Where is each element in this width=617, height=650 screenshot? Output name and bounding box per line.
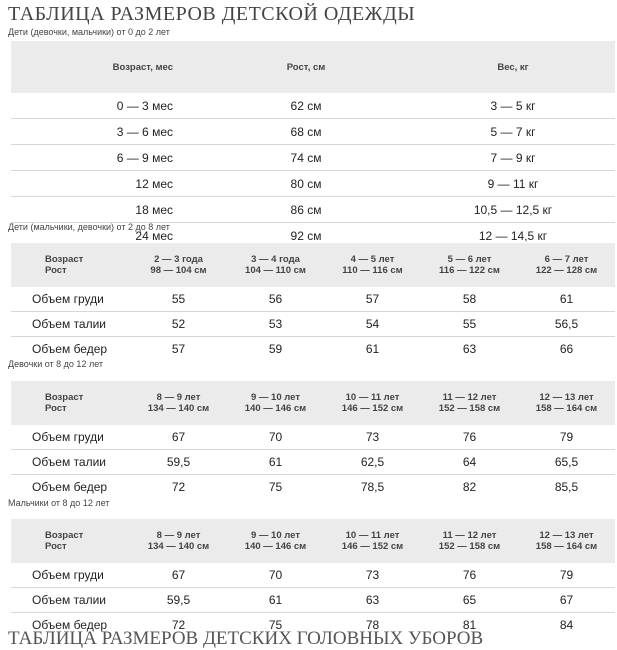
- column-header-age: Возраст, мес: [11, 41, 201, 93]
- cell: 66: [518, 337, 615, 362]
- size-table-2-8: [11, 243, 615, 361]
- cell: 74 см: [201, 145, 411, 171]
- cell: 75: [227, 613, 324, 638]
- row-label: Объем бедер: [11, 613, 130, 638]
- cell: 78: [324, 613, 421, 638]
- table-row: [11, 287, 615, 312]
- row-label: Объем талии: [11, 450, 130, 475]
- table-row: [11, 588, 615, 613]
- row-label: Объем бедер: [11, 475, 130, 500]
- column-header: 12 — 13 лет 158 — 164 см: [518, 381, 615, 425]
- table-row: [11, 475, 615, 500]
- cell: 75: [227, 475, 324, 500]
- cell: 79: [559, 430, 574, 444]
- table-header-row: [11, 519, 615, 563]
- cell: 10,5 — 12,5 кг: [411, 197, 615, 223]
- cell: 63: [324, 588, 421, 613]
- cell: 9 — 11 кг: [411, 171, 615, 197]
- cell: 62,5: [324, 450, 421, 475]
- row-label: Объем груди: [32, 430, 104, 444]
- section-caption-0-2: Дети (девочки, мальчики) от 0 до 2 лет: [8, 27, 170, 37]
- table-row: [11, 145, 615, 171]
- cell: 12 — 14,5 кг: [411, 223, 615, 249]
- cell: 81: [421, 613, 518, 638]
- row-label: Объем талии: [11, 312, 130, 337]
- cell: 53: [227, 312, 324, 337]
- cell: 82: [421, 475, 518, 500]
- column-header: 11 — 12 лет 152 — 158 см: [421, 519, 518, 563]
- table-row: [11, 425, 615, 450]
- cell: 61: [559, 292, 574, 306]
- cell: 70: [268, 430, 283, 444]
- table-row: [11, 93, 615, 119]
- column-header: 10 — 11 лет 146 — 152 см: [324, 381, 421, 425]
- cell: 5 — 7 кг: [411, 119, 615, 145]
- cell: 18 мес: [11, 197, 201, 223]
- cell: 67: [518, 588, 615, 613]
- cell: 84: [518, 613, 615, 638]
- cell: 68 см: [201, 119, 411, 145]
- section-caption-2-8: Дети (мальчики, девочки) от 2 до 8 лет: [8, 222, 170, 232]
- row-label: Объем груди: [32, 292, 104, 306]
- cell: 73: [365, 568, 380, 582]
- cell: 55: [171, 292, 186, 306]
- cell: 65: [421, 588, 518, 613]
- column-header: 6 — 7 лет 122 — 128 см: [518, 243, 615, 287]
- cell: 76: [462, 430, 477, 444]
- cell: 59,5: [130, 450, 227, 475]
- cell: 80 см: [201, 171, 411, 197]
- cell: 56: [268, 292, 283, 306]
- cell: 61: [227, 588, 324, 613]
- cell: 76: [462, 568, 477, 582]
- cell: 63: [421, 337, 518, 362]
- table-row: [11, 450, 615, 475]
- row-label: Объем бедер: [11, 337, 130, 362]
- column-header: 11 — 12 лет 152 — 158 см: [421, 381, 518, 425]
- table-header-row: [11, 381, 615, 425]
- section-caption-girls-8-12: Девочки от 8 до 12 лет: [8, 359, 104, 369]
- table-header-row: [11, 243, 615, 287]
- cell: 7 — 9 кг: [411, 145, 615, 171]
- table-row: [11, 119, 615, 145]
- column-header: 12 — 13 лет 158 — 164 см: [518, 519, 615, 563]
- column-header: 9 — 10 лет 140 — 146 см: [227, 381, 324, 425]
- cell: 70: [268, 568, 283, 582]
- cell: 59: [227, 337, 324, 362]
- table-row: [11, 312, 615, 337]
- table-row: [11, 171, 615, 197]
- header-label: Возраст Рост: [11, 243, 130, 287]
- cell: 73: [365, 430, 380, 444]
- cell: 92 см: [201, 223, 411, 249]
- cell: 3 — 5 кг: [490, 98, 536, 113]
- column-header: 5 — 6 лет 116 — 122 см: [421, 243, 518, 287]
- column-header: 3 — 4 года 104 — 110 см: [227, 243, 324, 287]
- cell: 59,5: [130, 588, 227, 613]
- cell: 61: [324, 337, 421, 362]
- table-row: [11, 337, 615, 362]
- cell: 72: [130, 475, 227, 500]
- table-header-row: [11, 41, 615, 93]
- cell: 67: [171, 430, 186, 444]
- cell: 0 — 3 мес: [116, 98, 173, 113]
- column-header-weight: Вес, кг: [411, 41, 615, 93]
- cell: 86 см: [201, 197, 411, 223]
- table-row: [11, 197, 615, 223]
- cell: 78,5: [324, 475, 421, 500]
- cell: 62 см: [290, 98, 322, 113]
- column-header: 8 — 9 лет 134 — 140 см: [130, 381, 227, 425]
- cell: 55: [421, 312, 518, 337]
- column-header: 8 — 9 лет 134 — 140 см: [130, 519, 227, 563]
- column-header: 10 — 11 лет 146 — 152 см: [324, 519, 421, 563]
- header-label: Возраст Рост: [11, 519, 130, 563]
- column-header: 2 — 3 года 98 — 104 см: [130, 243, 227, 287]
- table-row: [11, 563, 615, 588]
- cell: 56,5: [518, 312, 615, 337]
- cell: 79: [559, 568, 574, 582]
- section-caption-boys-8-12: Мальчики от 8 до 12 лет: [8, 498, 110, 508]
- cell: 57: [365, 292, 380, 306]
- column-header-height: Рост, см: [201, 41, 411, 93]
- column-header: 9 — 10 лет 140 — 146 см: [227, 519, 324, 563]
- cell: 64: [421, 450, 518, 475]
- next-section-title: ТАБЛИЦА РАЗМЕРОВ ДЕТСКИХ ГОЛОВНЫХ УБОРОВ: [8, 628, 484, 649]
- cell: 85,5: [518, 475, 615, 500]
- cell: 58: [462, 292, 477, 306]
- row-label: Объем груди: [32, 568, 104, 582]
- cell: 67: [171, 568, 186, 582]
- cell: 54: [324, 312, 421, 337]
- cell: 72: [130, 613, 227, 638]
- cell: 3 — 6 мес: [11, 119, 201, 145]
- cell: 65,5: [518, 450, 615, 475]
- row-label: Объем талии: [11, 588, 130, 613]
- cell: 6 — 9 мес: [11, 145, 201, 171]
- header-label: Возраст Рост: [11, 381, 130, 425]
- cell: 12 мес: [11, 171, 201, 197]
- cell: 61: [227, 450, 324, 475]
- cell: 24 мес: [11, 223, 201, 249]
- column-header: 4 — 5 лет 110 — 116 см: [324, 243, 421, 287]
- page-title: ТАБЛИЦА РАЗМЕРОВ ДЕТСКОЙ ОДЕЖДЫ: [8, 3, 416, 25]
- size-table-0-2: [11, 41, 615, 248]
- size-table-girls-8-12: [11, 381, 615, 499]
- cell: 52: [130, 312, 227, 337]
- size-table-boys-8-12: [11, 519, 615, 637]
- cell: 57: [130, 337, 227, 362]
